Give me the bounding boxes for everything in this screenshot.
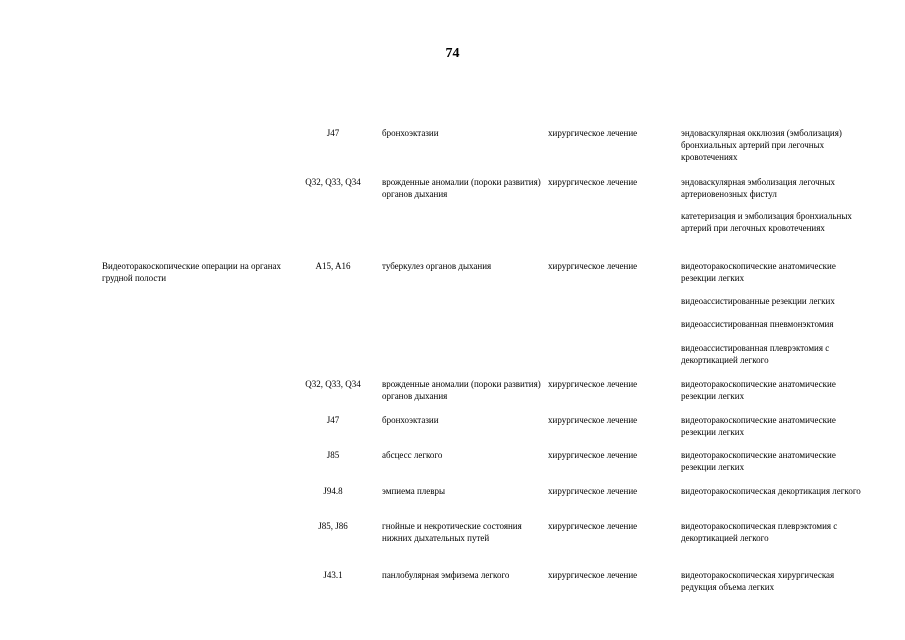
code-cell: Q32, Q33, Q34 [305, 177, 361, 187]
treatment-cell: хирургическое лечение [548, 177, 638, 187]
disease-cell: эмпиема плевры [382, 486, 446, 496]
method-item: видеоторакоскопические анатомические резекции легких [681, 261, 836, 283]
disease-cell: врожденные аномалии (пороки развития) органов дыхания [382, 379, 541, 401]
treatment-cell: хирургическое лечение [548, 450, 638, 460]
method-item: видеоторакоскопическая декортикация легкого [681, 486, 861, 496]
treatment-cell: хирургическое лечение [548, 486, 638, 496]
method-item: видеоторакоскопическая плеврэктомия с декортикацией легкого [681, 521, 838, 543]
code-cell: A15, A16 [315, 261, 351, 271]
treatment-cell: хирургическое лечение [548, 570, 638, 580]
disease-cell: туберкулез органов дыхания [382, 261, 492, 271]
disease-cell: бронхоэктазии [382, 128, 439, 138]
method-item: катетеризация и эмболизация бронхиальных артерий при легочных кровотечениях [681, 211, 852, 233]
disease-cell: врожденные аномалии (пороки развития) органов дыхания [382, 177, 541, 199]
code-cell: Q32, Q33, Q34 [305, 379, 361, 389]
section-cell: Видеоторакоскопические операции на органах грудной полости [102, 261, 282, 283]
treatment-cell: хирургическое лечение [548, 128, 638, 138]
method-item: видеоторакоскопические анатомические резекции легких [681, 379, 836, 401]
method-item: видеоторакоскопические анатомические резекции легких [681, 450, 836, 472]
page-number: 74 [445, 46, 460, 61]
disease-cell: панлобулярная эмфизема легкого [382, 570, 510, 580]
method-item: видеоассистированная пневмонэктомия [681, 319, 834, 329]
method-item: видеоторакоскопические анатомические резекции легких [681, 415, 836, 437]
method-item: эндоваскулярная эмболизация легочных артериовенозных фистул [681, 177, 835, 199]
code-cell: J94.8 [323, 486, 343, 496]
code-cell: J47 [326, 128, 340, 138]
disease-cell: абсцесс легкого [382, 450, 443, 460]
treatment-cell: хирургическое лечение [548, 415, 638, 425]
code-cell: J47 [326, 415, 340, 425]
method-item: видеоассистированные резекции легких [681, 296, 835, 306]
treatment-cell: хирургическое лечение [548, 379, 638, 389]
code-cell: J43.1 [323, 570, 343, 580]
treatment-cell: хирургическое лечение [548, 521, 638, 531]
method-item: эндоваскулярная окклюзия (эмболизация) бронхиальных артерий при легочных кровотечениях [681, 128, 842, 162]
method-item: видеоассистированная плеврэктомия с декортикацией легкого [681, 343, 830, 365]
treatment-cell: хирургическое лечение [548, 261, 638, 271]
disease-cell: бронхоэктазии [382, 415, 439, 425]
method-item: видеоторакоскопическая хирургическая редукция объема легких [681, 570, 835, 592]
disease-cell: гнойные и некротические состояния нижних дыхательных путей [382, 521, 522, 543]
code-cell: J85 [326, 450, 340, 460]
code-cell: J85, J86 [318, 521, 348, 531]
